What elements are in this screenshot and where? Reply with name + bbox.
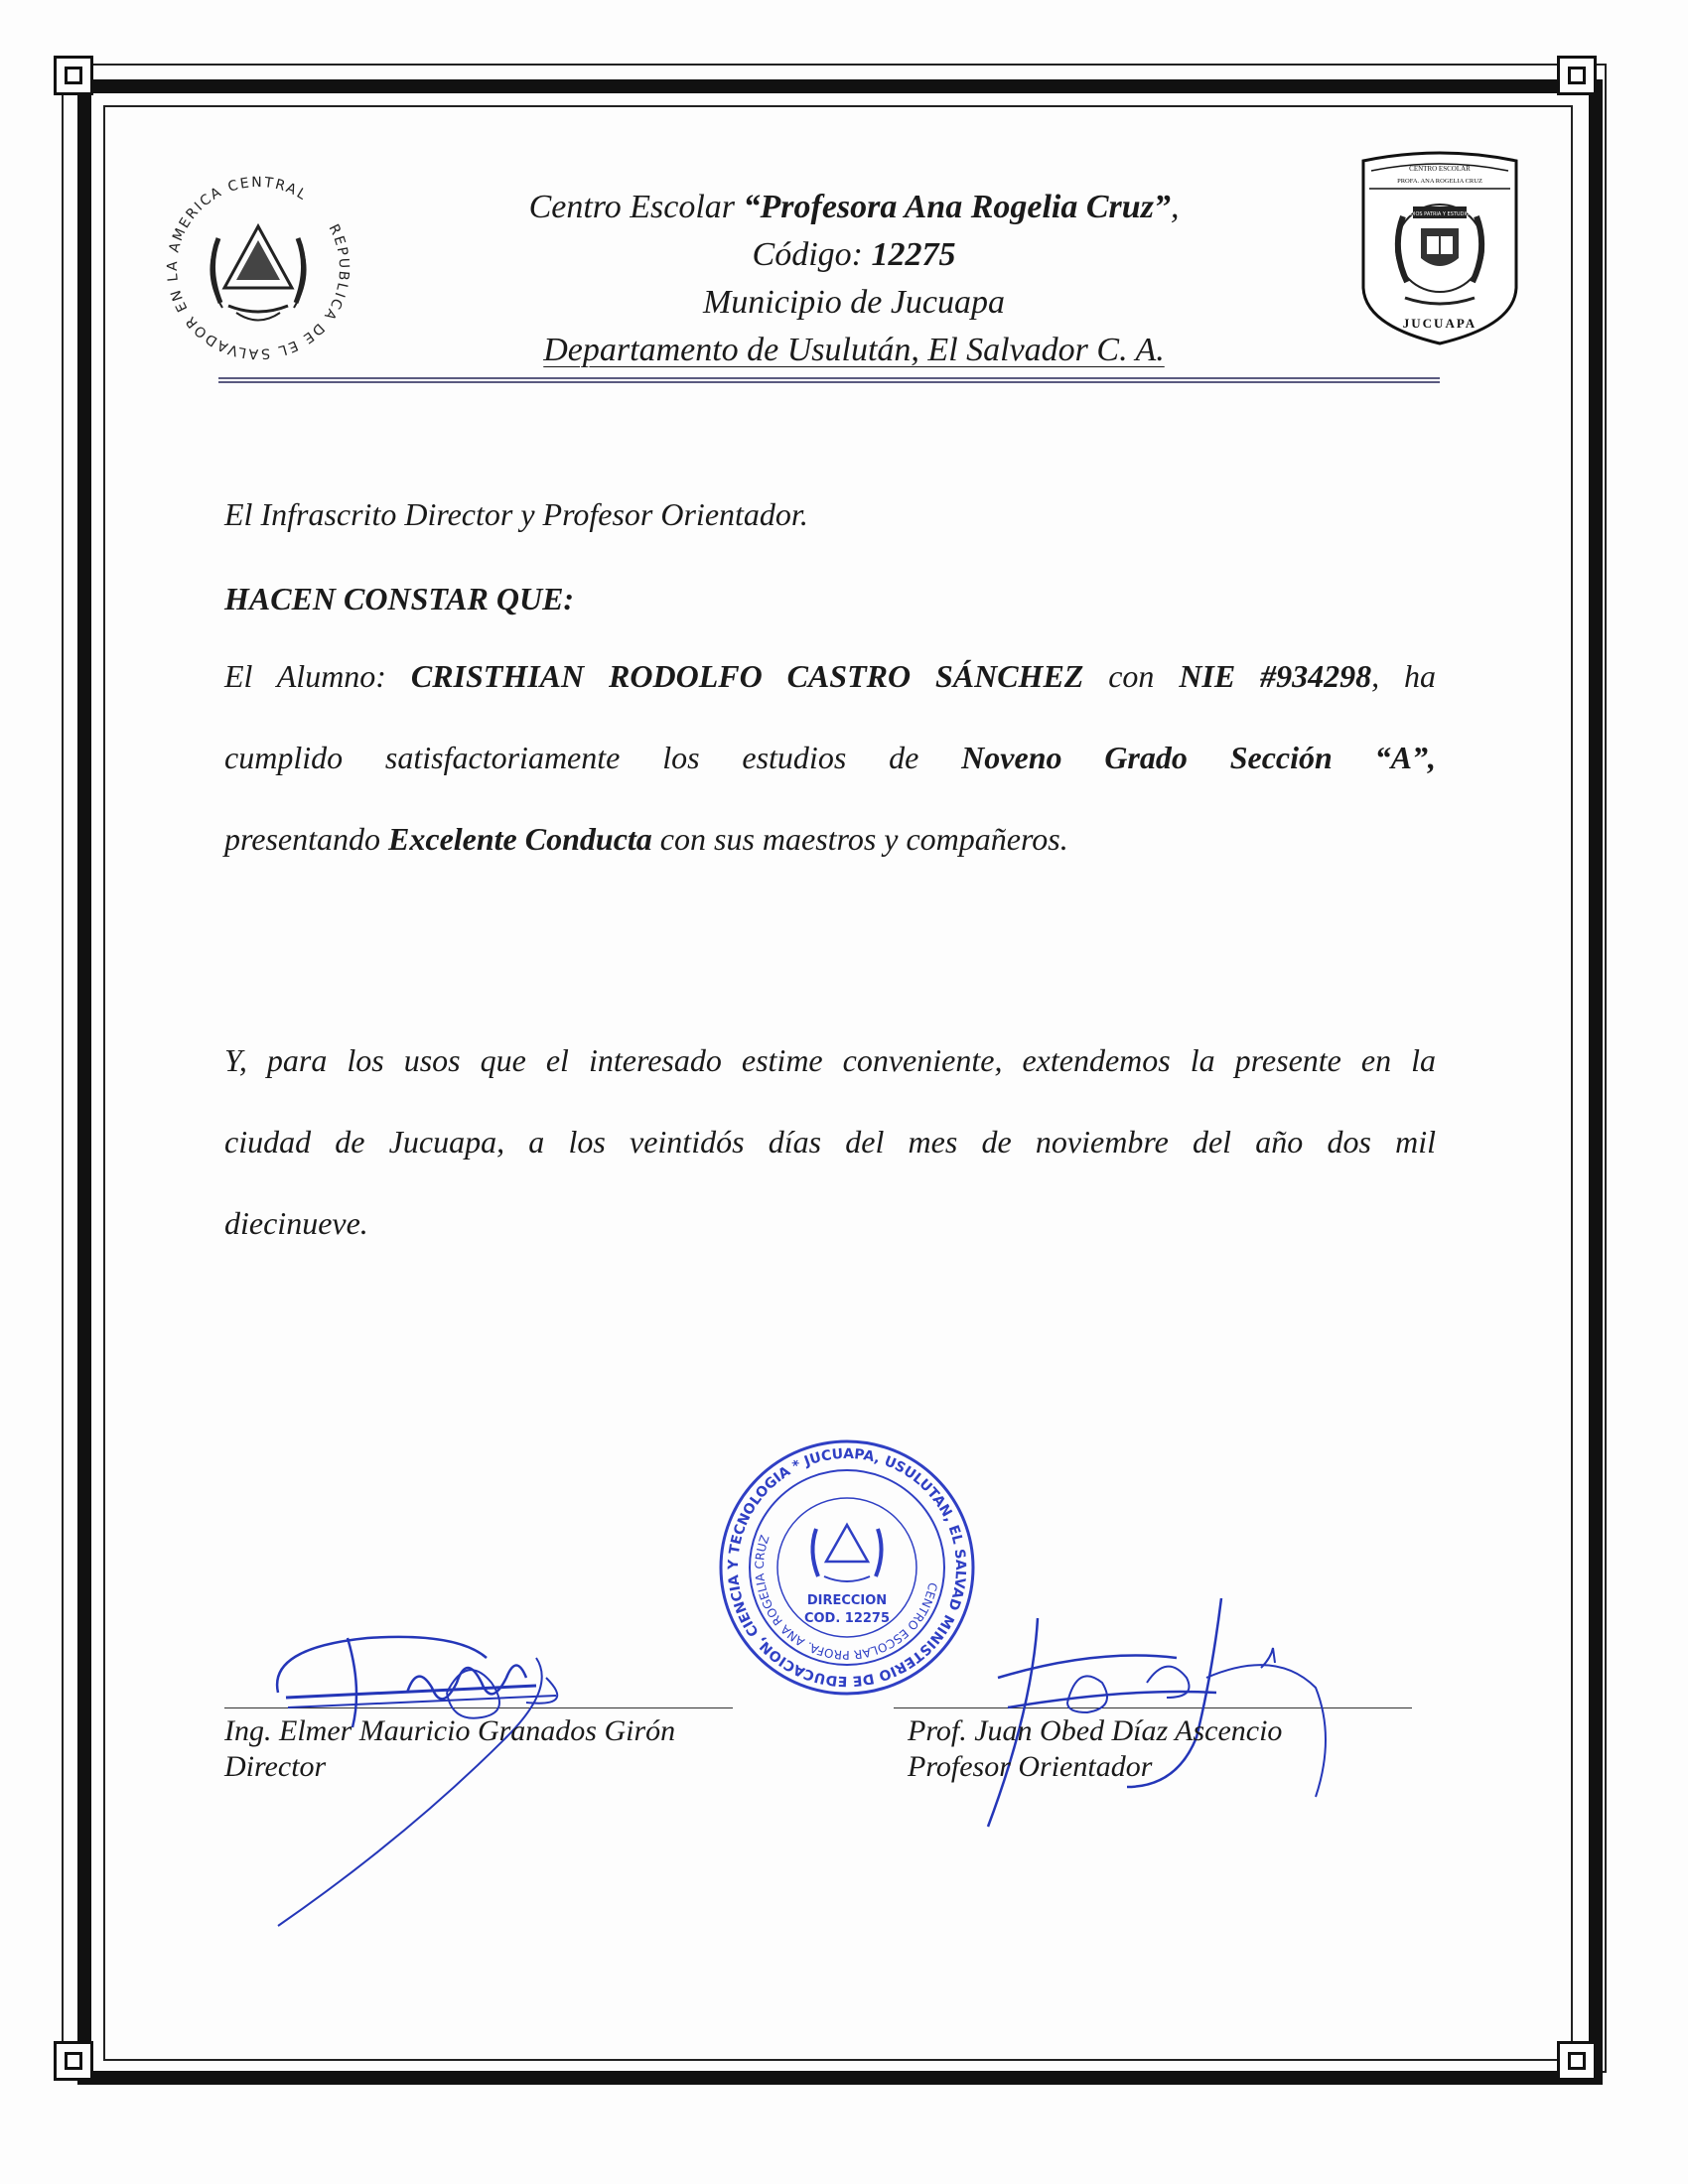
counselor-block xyxy=(908,1713,1282,1785)
presenting-text: presentando xyxy=(224,821,389,857)
school-line xyxy=(377,184,1331,231)
grade-section: Noveno Grado Sección “A”, xyxy=(961,740,1437,775)
school-suffix: , xyxy=(1170,189,1180,225)
code-value: 12275 xyxy=(871,236,956,273)
el-salvador-coat-of-arms-icon xyxy=(159,169,357,367)
school-emblem-icon xyxy=(1355,149,1524,347)
stamp-direction: DIRECCION xyxy=(806,1593,888,1608)
studies-text: cumplido satisfactoriamente los estudios de xyxy=(224,740,962,775)
director-name: Ing. Elmer Mauricio Granados Girón xyxy=(224,1714,676,1747)
corner-ornament-bottom-right xyxy=(1557,2041,1597,2081)
school-prefix: Centro Escolar xyxy=(528,189,744,225)
director-block xyxy=(224,1713,675,1785)
code-label: Código: xyxy=(752,236,872,273)
department: Departamento de Usulután, El Salvador C. A. xyxy=(543,332,1165,368)
paragraph2-line3: diecinueve. xyxy=(224,1205,368,1241)
corner-ornament-bottom-left xyxy=(54,2041,93,2081)
code-line xyxy=(377,231,1331,279)
official-stamp xyxy=(717,1437,977,1698)
conduct-rating: Excelente Conducta xyxy=(388,821,652,857)
student-label: El Alumno: xyxy=(224,658,411,694)
municipality: Municipio de Jucuapa xyxy=(702,284,1006,321)
conduct-tail-text: con sus maestros y compañeros. xyxy=(651,821,1068,857)
emblem-banner: DIOS PATRIA Y ESTUDIO xyxy=(1410,211,1470,217)
emblem-bottom-text: JUCUAPA xyxy=(1402,316,1477,331)
counselor-signature xyxy=(978,1588,1355,1837)
paragraph2-line1: Y, para los usos que el interesado estime conveniente, extendemos la presente en la xyxy=(224,1042,1436,1078)
crest-ring-text: REPUBLICA DE EL SALVADOR EN LA AMERICA CENTRAL xyxy=(164,174,352,362)
emblem-top-line2: PROFA. ANA ROGELIA CRUZ xyxy=(1397,178,1482,185)
student-name: CRISTHIAN RODOLFO CASTRO SÁNCHEZ xyxy=(410,658,1084,694)
header-divider xyxy=(218,377,1440,383)
counselor-title: Profesor Orientador xyxy=(908,1750,1153,1783)
stamp-inner-ring-text: CENTRO ESCOLAR PROFA. ANA ROGELIA CRUZ xyxy=(752,1533,940,1663)
paragraph1-line1 xyxy=(224,658,1436,695)
emblem-top-line1: CENTRO ESCOLAR xyxy=(1409,165,1471,173)
paragraph1-line2 xyxy=(224,740,1436,776)
school-name: “Profesora Ana Rogelia Cruz” xyxy=(743,189,1171,225)
connector-text: , ha xyxy=(1371,658,1436,694)
connector-text: con xyxy=(1083,658,1180,694)
paragraph2-line2: ciudad de Jucuapa, a los veintidós días del mes de noviembre del año dos mil xyxy=(224,1124,1436,1160)
counselor-name: Prof. Juan Obed Díaz Ascencio xyxy=(908,1714,1283,1747)
student-nie: NIE #934298 xyxy=(1179,658,1372,694)
stamp-code: COD. 12275 xyxy=(803,1611,891,1626)
paragraph1-line3 xyxy=(224,821,1436,858)
stamp-ring-text: MINISTERIO DE EDUCACION, CIENCIA Y TECNOLOGIA * JUCUAPA, USULUTAN, EL SALVADOR, xyxy=(725,1445,969,1690)
letterhead xyxy=(377,184,1331,374)
corner-ornament-top-right xyxy=(1557,56,1597,95)
corner-ornament-top-left xyxy=(54,56,93,95)
director-title: Director xyxy=(224,1750,327,1783)
certify-heading: HACEN CONSTAR QUE: xyxy=(224,581,575,616)
intro-line: El Infrascrito Director y Profesor Orientador. xyxy=(224,496,808,532)
